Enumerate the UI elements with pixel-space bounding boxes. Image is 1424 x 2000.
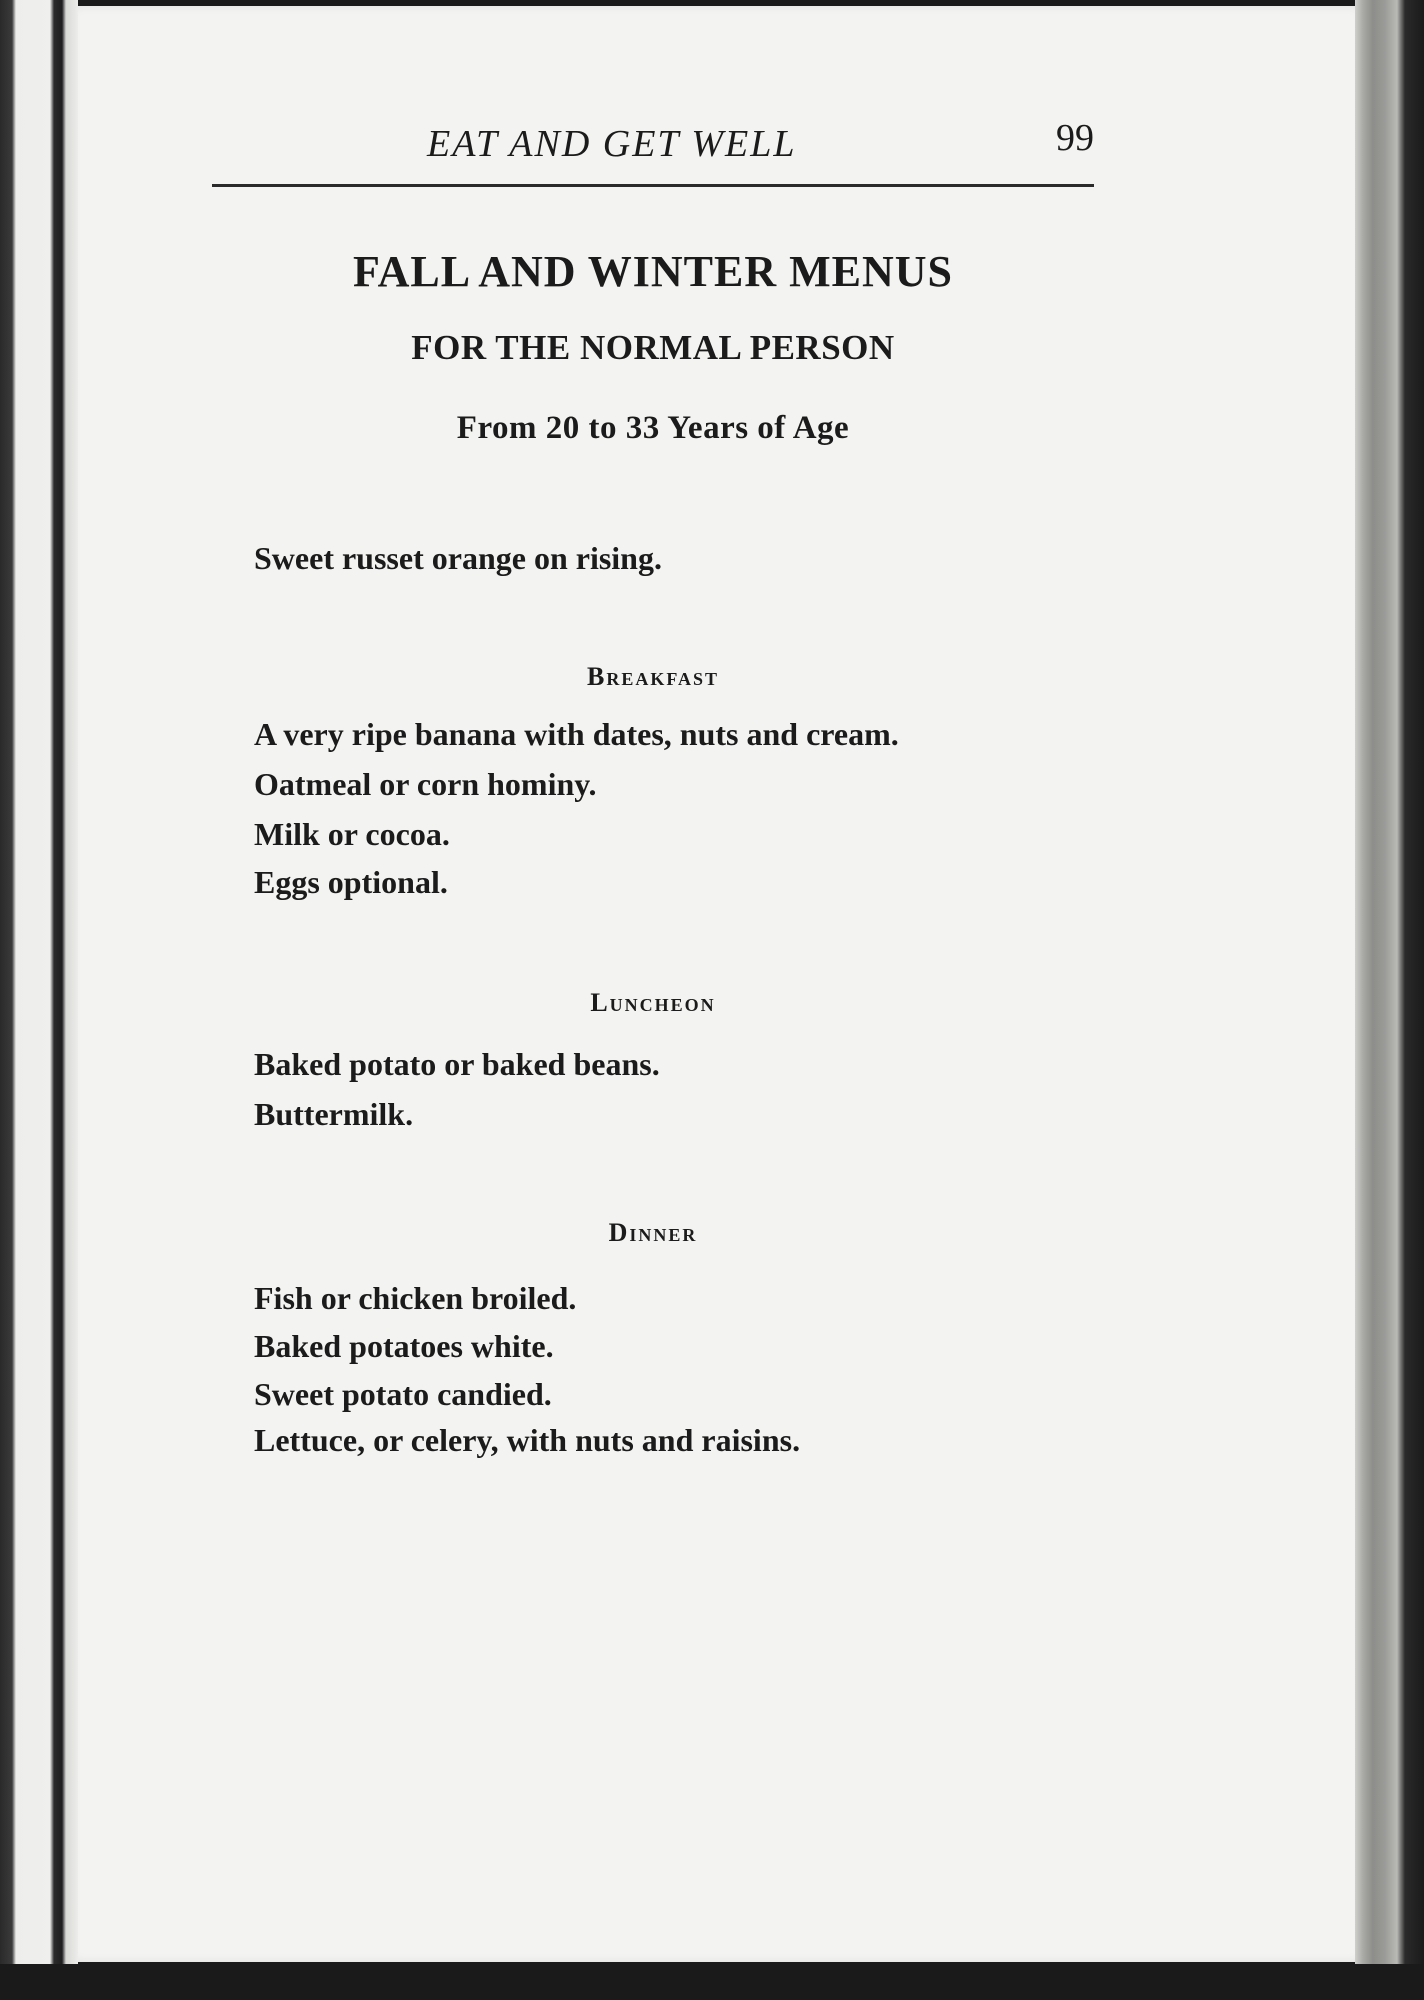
menu-item: Oatmeal or corn hominy. <box>254 766 597 802</box>
menu-item: Buttermilk. <box>254 1096 414 1132</box>
book-page <box>78 6 1368 1962</box>
section-heading-luncheon: Luncheon <box>590 988 716 1017</box>
header-rule <box>212 184 1094 187</box>
background-strip <box>0 1964 1424 2000</box>
menu-item: Eggs optional. <box>254 864 448 900</box>
menu-title: FALL AND WINTER MENUS <box>352 247 954 296</box>
running-head <box>212 112 1094 172</box>
section-heading-breakfast: Breakfast <box>586 662 720 691</box>
menu-item: Milk or cocoa. <box>254 816 450 852</box>
menu-item: Lettuce, or celery, with nuts and raisins. <box>254 1422 801 1458</box>
page-stack-edge <box>1355 0 1424 2000</box>
menu-item: Fish or chicken broiled. <box>254 1280 577 1316</box>
on-rising-line: Sweet russet orange on rising. <box>254 540 662 576</box>
running-title: EAT AND GET WELL <box>427 123 797 165</box>
book-spine-edge <box>0 0 78 2000</box>
menu-subtitle: FOR THE NORMAL PERSON <box>411 328 895 367</box>
menu-item: Baked potatoes white. <box>254 1328 554 1364</box>
menu-item: Sweet potato candied. <box>254 1376 552 1412</box>
page-number: 99 <box>1056 117 1094 159</box>
menu-item: Baked potato or baked beans. <box>254 1046 660 1082</box>
menu-item: A very ripe banana with dates, nuts and cream. <box>254 716 899 752</box>
section-heading-dinner: Dinner <box>608 1218 698 1247</box>
age-range: From 20 to 33 Years of Age <box>456 410 850 446</box>
